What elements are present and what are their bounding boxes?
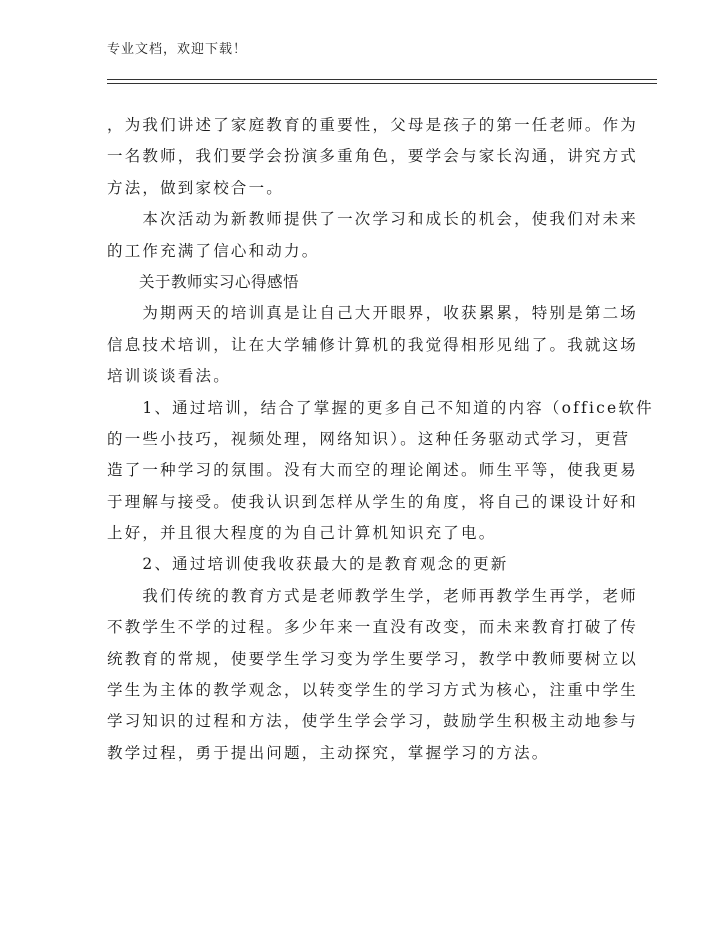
paragraph-line: 于理解与接受。使我认识到怎样从学生的角度，将自己的课设计好和 <box>107 492 639 511</box>
paragraph-line: 1、通过培训，结合了掌握的更多自己不知道的内容（office软件 <box>107 398 654 417</box>
paragraph-line: 统教育的常规，使要学生学习变为学生要学习，教学中教师要树立以 <box>107 649 639 668</box>
paragraph-line: 为期两天的培训真是让自己大开眼界，收获累累，特别是第二场 <box>107 304 639 323</box>
paragraph-line: 学习知识的过程和方法，使学生学会学习，鼓励学生积极主动地参与 <box>107 712 639 731</box>
paragraph-line: 本次活动为新教师提供了一次学习和成长的机会，使我们对未来 <box>107 210 639 229</box>
section-heading: 关于教师实习心得感悟 <box>107 272 300 291</box>
header-divider-top <box>107 79 657 80</box>
header-divider-bottom <box>107 83 657 84</box>
paragraph-line: 学生为主体的教学观念，以转变学生的学习方式为核心，注重中学生 <box>107 681 639 700</box>
paragraph-line: 我们传统的教育方式是老师教学生学，老师再教学生再学，老师 <box>107 586 639 605</box>
paragraph-line: 方法，做到家校合一。 <box>107 178 285 197</box>
page-header-text: 专业文档，欢迎下载！ <box>107 42 248 57</box>
paragraph-line: 不教学生不学的过程。多少年来一直没有改变，而未来教育打破了传 <box>107 618 639 637</box>
paragraph-line: ，为我们讲述了家庭教育的重要性，父母是孩子的第一任老师。作为 <box>107 116 639 134</box>
document-body <box>107 110 654 769</box>
paragraph-line: 的一些小技巧，视频处理，网络知识）。这种任务驱动式学习，更营 <box>107 429 631 448</box>
paragraph-line: 的工作充满了信心和动力。 <box>107 241 320 260</box>
paragraph-line: 一名教师，我们要学会扮演多重角色，要学会与家长沟通，讲究方式 <box>107 147 639 166</box>
paragraph-line: 信息技术培训，让在大学辅修计算机的我觉得相形见绌了。我就这场 <box>107 335 639 354</box>
paragraph-line: 2、通过培训使我收获最大的是教育观念的更新 <box>107 555 509 574</box>
paragraph-line: 教学过程，勇于提出问题，主动探究，掌握学习的方法。 <box>107 743 550 762</box>
paragraph-line: 上好，并且很大程度的为自己计算机知识充了电。 <box>107 524 497 543</box>
paragraph-line: 培训谈谈看法。 <box>107 367 231 386</box>
paragraph-line: 造了一种学习的氛围。没有大而空的理论阐述。师生平等，使我更易 <box>107 461 639 480</box>
